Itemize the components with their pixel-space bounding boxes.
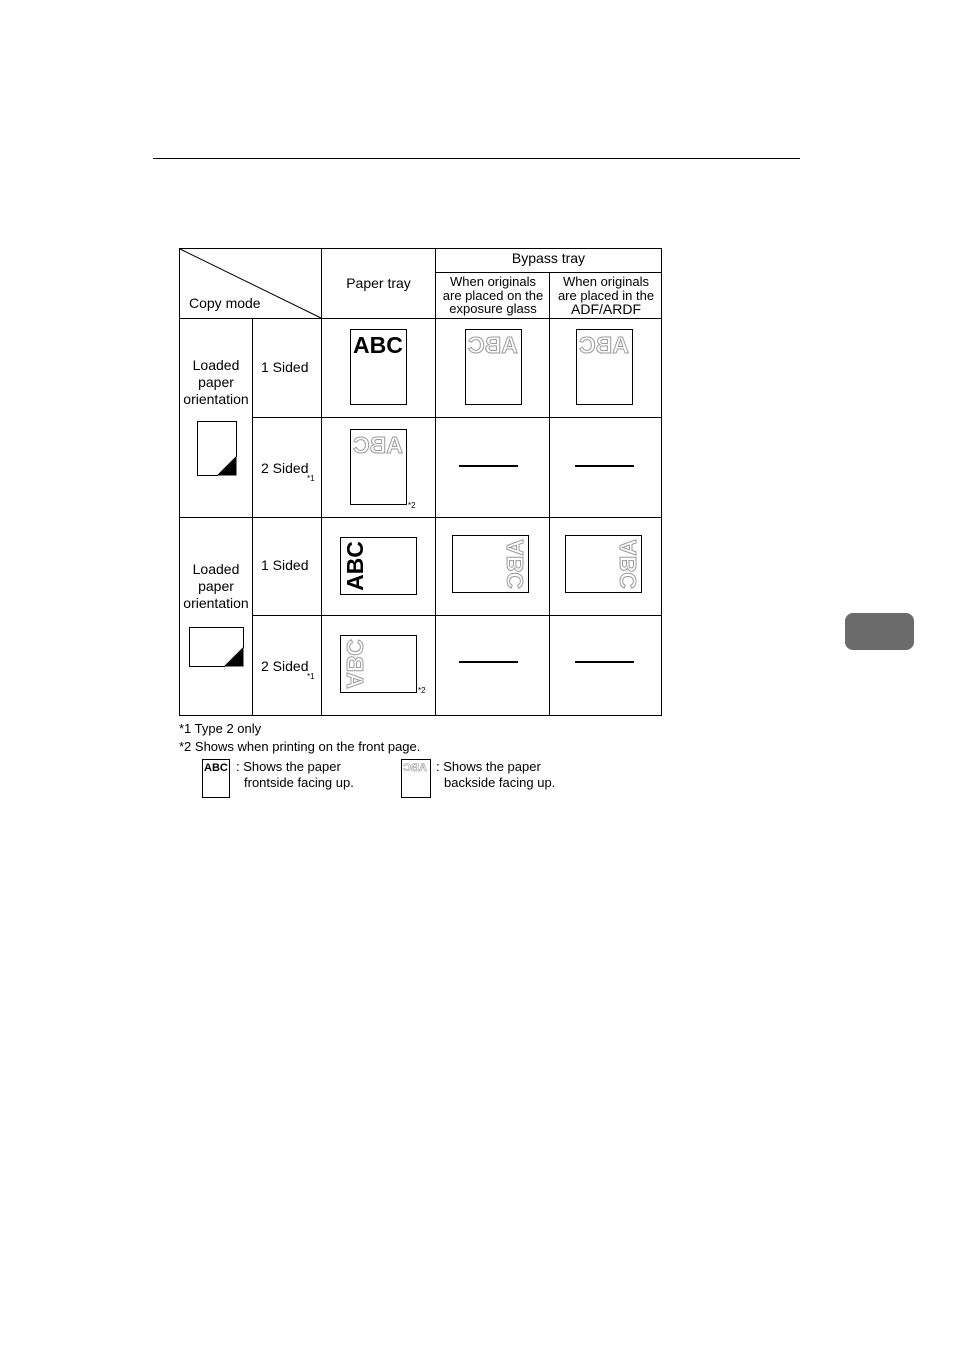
footnote-mark-1: *1 xyxy=(307,474,315,483)
footnote-mark-2: *2 xyxy=(418,686,426,695)
footnote-1: *1 Type 2 only xyxy=(179,721,262,736)
legend-front-icon: ABC xyxy=(202,759,230,798)
exposure-glass-header: When originals are placed on the exposure glass xyxy=(442,274,544,316)
not-available-dash xyxy=(459,661,518,663)
legend-back-text-1: : Shows the paper xyxy=(436,759,541,774)
one-sided-label-portrait: 1 Sided xyxy=(261,359,309,375)
loaded-orientation-label-landscape: Loaded paper orientation xyxy=(183,561,249,611)
paper-back-portrait-two-sided: ABC xyxy=(350,429,407,505)
legend-back-text-2: backside facing up. xyxy=(444,775,556,790)
two-sided-label-portrait: 2 Sided xyxy=(261,460,309,476)
paper-tray-header: Paper tray xyxy=(346,275,411,291)
footnote-mark-1: *1 xyxy=(307,672,315,681)
paper-back-landscape-glass: ABC xyxy=(452,535,529,593)
not-available-dash xyxy=(575,661,634,663)
landscape-paper-icon xyxy=(188,626,246,670)
paper-front-landscape: ABC xyxy=(340,537,417,595)
paper-back-landscape-adf: ABC xyxy=(565,535,642,593)
legend-front-text-2: frontside facing up. xyxy=(244,775,354,790)
two-sided-label-landscape: 2 Sided xyxy=(261,658,309,674)
footnote-mark-2: *2 xyxy=(408,501,416,510)
paper-back-portrait-adf: ABC xyxy=(576,329,633,405)
not-available-dash xyxy=(459,465,518,467)
footnote-2: *2 Shows when printing on the front page. xyxy=(179,739,421,754)
paper-front-portrait: ABC xyxy=(350,329,407,405)
one-sided-label-landscape: 1 Sided xyxy=(261,557,309,573)
bypass-tray-header: Bypass tray xyxy=(511,250,586,266)
copy-mode-label: Copy mode xyxy=(189,295,261,311)
legend-front-text-1: : Shows the paper xyxy=(236,759,341,774)
adf-header: When originals are placed in the ADF/ARDF xyxy=(557,274,655,317)
paper-back-portrait-glass: ABC xyxy=(465,329,522,405)
not-available-dash xyxy=(575,465,634,467)
paper-back-landscape-two-sided: ABC xyxy=(340,635,417,693)
legend-back-icon: ABC xyxy=(401,759,431,798)
loaded-orientation-label-portrait: Loaded paper orientation xyxy=(183,357,249,407)
portrait-paper-icon xyxy=(196,420,240,478)
